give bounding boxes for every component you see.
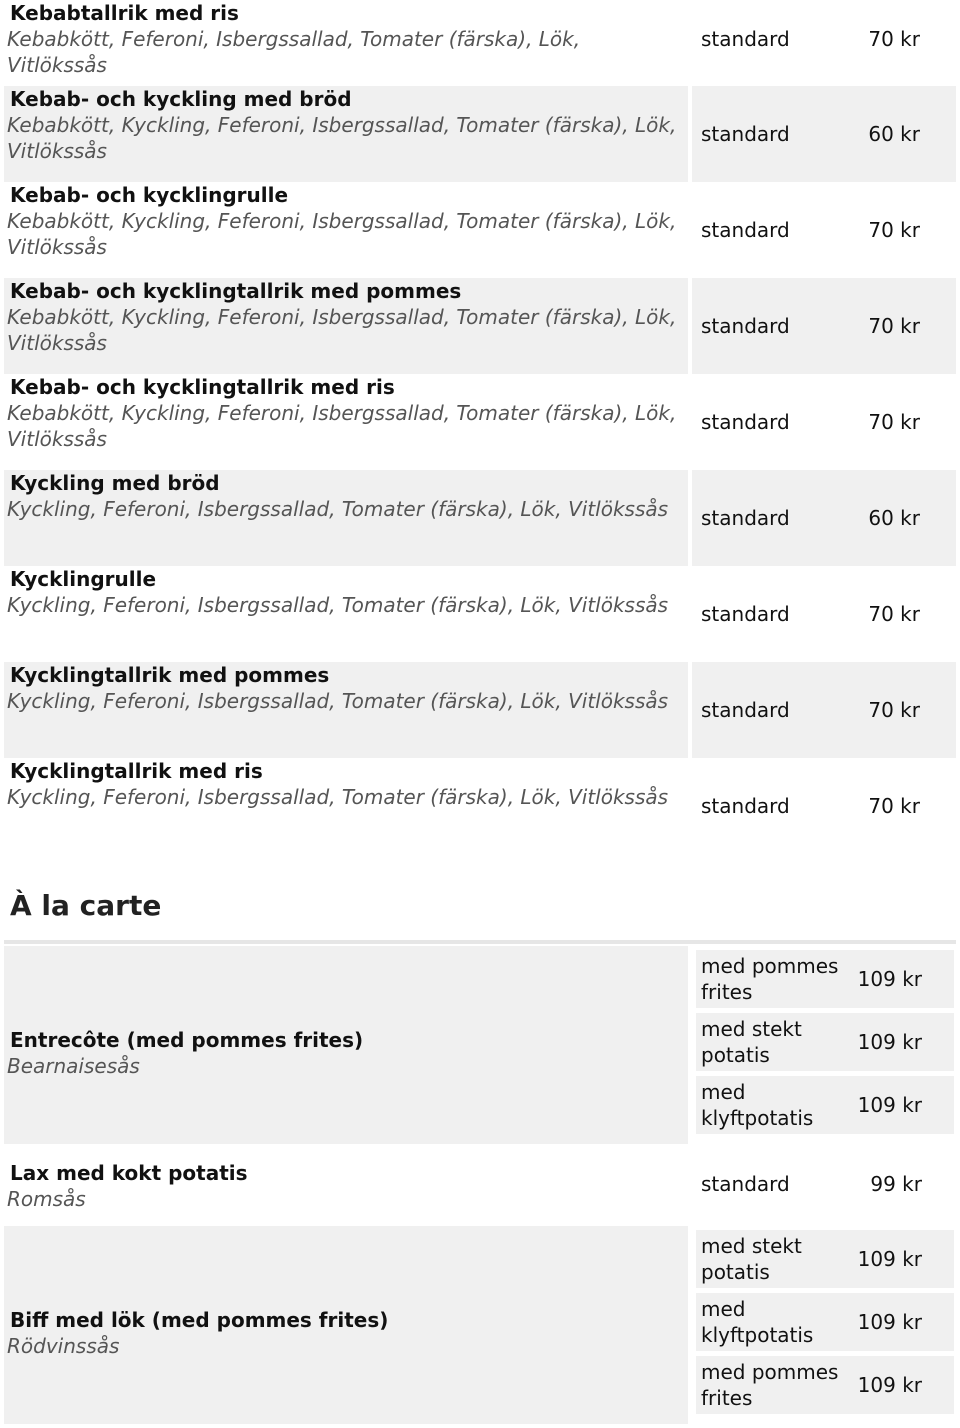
section-heading-a-la-carte: À la carte — [10, 889, 162, 922]
menu-item-name: Kebab- och kyckling med bröd — [10, 87, 352, 111]
variant-label: med pommes frites — [701, 954, 839, 1004]
menu-item-pricing — [692, 182, 956, 278]
a-la-carte-item — [4, 946, 956, 1144]
menu-item-pricing — [692, 86, 956, 182]
price: 109 kr — [857, 1030, 922, 1054]
variant-label: med klyftpotatis — [701, 1297, 814, 1347]
menu-item-description: Kyckling, Feferoni, Isbergssallad, Tomater (färska), Lök, Vitlökssås — [7, 497, 669, 521]
variant-box — [696, 1230, 954, 1288]
variant-label: standard — [701, 314, 790, 338]
a-la-carte-item-name: Biff med lök (med pommes frites) — [10, 1308, 389, 1332]
variant-box — [696, 950, 954, 1008]
menu-item — [4, 0, 956, 86]
a-la-carte-item-info — [4, 946, 688, 1144]
menu-item-info — [4, 278, 688, 374]
menu-item-name: Kebab- och kycklingtallrik med ris — [10, 375, 395, 399]
a-la-carte-item-pricing — [692, 1148, 956, 1220]
price: 70 kr — [868, 314, 920, 338]
menu-item-name: Kebab- och kycklingrulle — [10, 183, 289, 207]
menu-item-description: Kyckling, Feferoni, Isbergssallad, Tomater (färska), Lök, Vitlökssås — [7, 689, 669, 713]
variant-label: med pommes frites — [701, 1360, 839, 1410]
price: 70 kr — [868, 698, 920, 722]
price: 70 kr — [868, 602, 920, 626]
menu-item-pricing — [692, 758, 956, 854]
menu-item-pricing — [692, 0, 956, 86]
menu-item-description: Kebabkött, Kyckling, Feferoni, Isbergssallad, Tomater (färska), Lök, Vitlökssås — [7, 305, 677, 355]
variant-box — [696, 1076, 954, 1134]
menu-item-description: Kebabkött, Feferoni, Isbergssallad, Tomater (färska), Lök, Vitlökssås — [7, 27, 581, 77]
menu-item-info — [4, 182, 688, 278]
menu-item — [4, 374, 956, 470]
variant-label: standard — [701, 410, 790, 434]
price: 109 kr — [857, 1373, 922, 1397]
menu-item-pricing — [692, 470, 956, 566]
price: 109 kr — [857, 1247, 922, 1271]
menu-item-description: Kebabkött, Kyckling, Feferoni, Isbergssallad, Tomater (färska), Lök, Vitlökssås — [7, 209, 677, 259]
price: 109 kr — [857, 1093, 922, 1117]
variant-label: standard — [701, 602, 790, 626]
variant-box — [696, 1293, 954, 1351]
price: 99 kr — [870, 1172, 922, 1196]
menu-item-name: Kycklingtallrik med ris — [10, 759, 263, 783]
menu-item — [4, 566, 956, 662]
menu-item-name: Kycklingrulle — [10, 567, 157, 591]
section-divider — [4, 940, 956, 944]
price: 70 kr — [868, 218, 920, 242]
menu-item-info — [4, 662, 688, 758]
variant-label: standard — [701, 698, 790, 722]
a-la-carte-item-info — [4, 1148, 688, 1220]
menu-item-description: Kyckling, Feferoni, Isbergssallad, Tomater (färska), Lök, Vitlökssås — [7, 785, 669, 809]
a-la-carte-item-description: Rödvinssås — [7, 1334, 120, 1358]
price: 109 kr — [857, 967, 922, 991]
variant-label: med stekt potatis — [701, 1017, 802, 1067]
variant-box — [696, 1356, 954, 1414]
menu-item-description: Kyckling, Feferoni, Isbergssallad, Tomater (färska), Lök, Vitlökssås — [7, 593, 669, 617]
menu-item-info — [4, 374, 688, 470]
menu-item-description: Kebabkött, Kyckling, Feferoni, Isbergssallad, Tomater (färska), Lök, Vitlökssås — [7, 401, 677, 451]
menu-item — [4, 278, 956, 374]
a-la-carte-item-description: Bearnaisesås — [7, 1054, 140, 1078]
variant-label: standard — [701, 1172, 790, 1196]
menu-item — [4, 470, 956, 566]
price: 60 kr — [868, 122, 920, 146]
menu-item-info — [4, 86, 688, 182]
a-la-carte-item-name: Lax med kokt potatis — [10, 1161, 248, 1185]
variant-label: standard — [701, 506, 790, 530]
variant-label: standard — [701, 122, 790, 146]
variant-label: standard — [701, 794, 790, 818]
menu-item-pricing — [692, 662, 956, 758]
a-la-carte-item-pricing — [692, 946, 956, 1144]
a-la-carte-item-name: Entrecôte (med pommes frites) — [10, 1028, 364, 1052]
menu-item — [4, 662, 956, 758]
variant-label: standard — [701, 27, 790, 51]
menu-item-info — [4, 0, 688, 86]
a-la-carte-item-info — [4, 1226, 688, 1424]
menu-item-description: Kebabkött, Kyckling, Feferoni, Isbergssallad, Tomater (färska), Lök, Vitlökssås — [7, 113, 677, 163]
a-la-carte-item — [4, 1148, 956, 1220]
menu-item-name: Kebabtallrik med ris — [10, 1, 239, 25]
menu-item-info — [4, 566, 688, 662]
menu-item — [4, 758, 956, 854]
a-la-carte-item-pricing — [692, 1226, 956, 1424]
menu-item — [4, 182, 956, 278]
a-la-carte-item-description: Romsås — [7, 1187, 86, 1211]
menu-item-info — [4, 470, 688, 566]
variant-label: standard — [701, 218, 790, 242]
a-la-carte-item — [4, 1226, 956, 1424]
menu-item-pricing — [692, 374, 956, 470]
variant-box — [696, 1013, 954, 1071]
variant-label: med klyftpotatis — [701, 1080, 814, 1130]
price: 60 kr — [868, 506, 920, 530]
price: 70 kr — [868, 27, 920, 51]
price: 70 kr — [868, 410, 920, 434]
price: 109 kr — [857, 1310, 922, 1334]
menu-item-info — [4, 758, 688, 854]
menu-item — [4, 86, 956, 182]
menu-item-pricing — [692, 278, 956, 374]
menu-item-name: Kyckling med bröd — [10, 471, 220, 495]
menu-item-name: Kebab- och kycklingtallrik med pommes — [10, 279, 462, 303]
price: 70 kr — [868, 794, 920, 818]
variant-box — [696, 1158, 954, 1208]
menu-item-pricing — [692, 566, 956, 662]
menu-item-name: Kycklingtallrik med pommes — [10, 663, 330, 687]
variant-label: med stekt potatis — [701, 1234, 802, 1284]
